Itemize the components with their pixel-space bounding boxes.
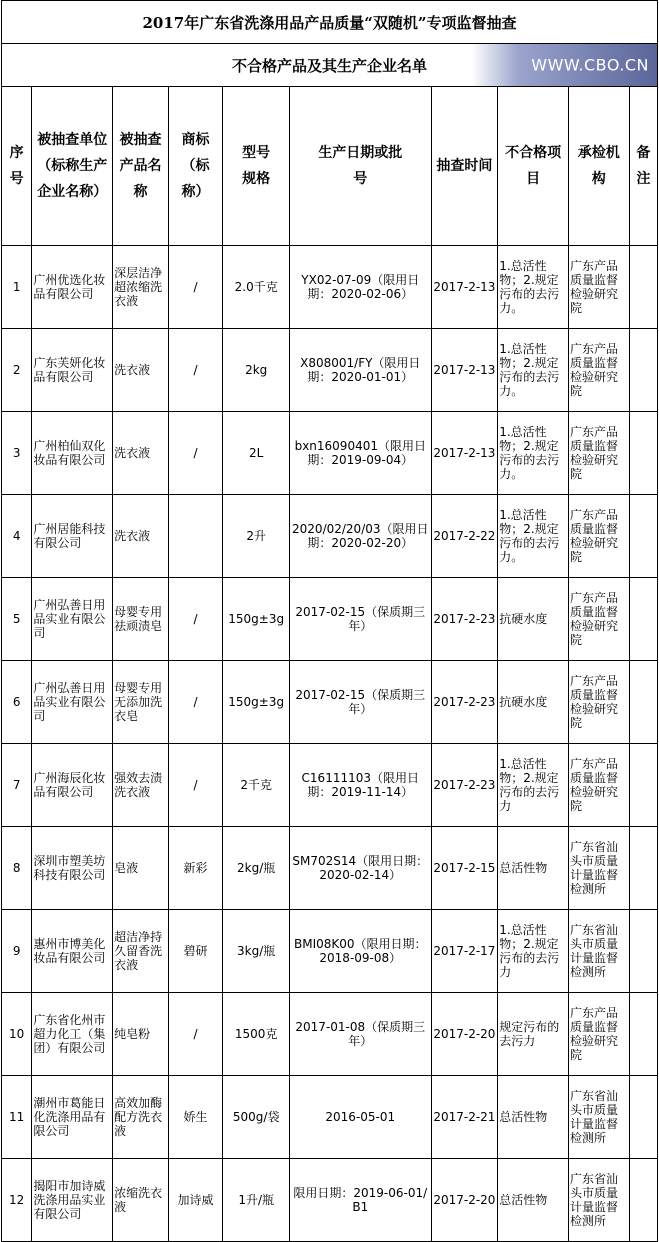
nonconforming-item: 规定污布的去污力 [499,1020,560,1048]
product-name: 浓缩洗衣液 [114,1186,163,1214]
check-date: 2017-2-13 [433,446,496,460]
nonconforming-item-cell [498,329,569,412]
brand-cell [168,578,223,661]
check-date-cell [431,412,498,495]
production-date: 2016-05-01 [325,1110,396,1124]
note-cell [629,412,657,495]
production-date: 2017-02-15（保质期三年） [295,688,426,716]
production-date-cell [290,744,432,827]
product-name-cell [113,744,169,827]
spec: 150g±3g [228,695,285,709]
testing-organization: 广东产品质量监督检验研究院 [569,259,618,315]
company-name-cell [32,412,113,495]
product-name-cell [113,1159,169,1242]
row-number-cell [2,495,32,578]
header-check-time: 抽查时间 [431,87,498,246]
check-date-cell [431,1159,498,1242]
check-date: 2017-2-17 [433,944,496,958]
spec-cell [223,1159,290,1242]
testing-organization-cell [568,1076,629,1159]
brand: / [193,363,198,377]
brand-cell [168,993,223,1076]
spec: 3kg/瓶 [237,944,276,958]
note-cell [629,827,657,910]
spec-cell [223,329,290,412]
nonconforming-item-cell [498,827,569,910]
product-name-cell [113,1076,169,1159]
company-name-cell [32,827,113,910]
check-date: 2017-2-15 [433,861,496,875]
company-name: 深圳市塑美坊科技有限公司 [33,854,106,882]
brand-cell [168,1076,223,1159]
production-date: 2017-01-08（保质期三年） [295,1020,426,1048]
check-date-cell [431,578,498,661]
header-org: 承检机构 [568,87,629,246]
testing-organization-cell [568,993,629,1076]
note-cell [629,993,657,1076]
table-row [2,661,658,744]
brand-cell [168,329,223,412]
testing-organization: 广东产品质量监督检验研究院 [569,1006,618,1062]
company-name-cell [32,246,113,329]
check-date: 2017-2-21 [433,1110,496,1124]
production-date: 限用日期：2019-06-01/B1 [293,1186,428,1214]
table-row [2,993,658,1076]
row-number-cell [2,1076,32,1159]
production-date: X808001/FY（限用日期：2020-01-01） [300,356,421,384]
company-name: 广州柏仙双化妆品有限公司 [33,439,106,467]
testing-organization-cell [568,412,629,495]
check-date: 2017-2-23 [433,778,496,792]
row-number-cell [2,993,32,1076]
production-date: YX02-07-09（限用日期：2020-02-06） [301,273,420,301]
check-date-cell [431,246,498,329]
table-row [2,1076,658,1159]
row-number-cell [2,578,32,661]
header-spec: 型号规格 [223,87,290,246]
production-date-cell [290,910,432,993]
check-date: 2017-2-22 [433,529,496,543]
testing-organization: 广东产品质量监督检验研究院 [569,674,618,730]
testing-organization-cell [568,1159,629,1242]
spec-cell [223,993,290,1076]
spec: 1500克 [234,1027,278,1041]
nonconforming-item-cell [498,495,569,578]
row-number-cell [2,1159,32,1242]
nonconforming-item: 总活性物 [499,861,548,875]
check-date-cell [431,993,498,1076]
note-cell [629,661,657,744]
product-name: 超洁净持久留香洗衣液 [114,930,163,972]
spec: 2升 [246,529,266,543]
brand-cell [168,1159,223,1242]
product-name: 纯皂粉 [114,1027,151,1041]
nonconforming-item: 1.总活性物；2.规定污布的去污力。 [499,342,560,398]
row-number: 10 [9,1027,25,1041]
row-number: 12 [9,1193,25,1207]
nonconforming-item-cell [498,1159,569,1242]
nonconforming-item-cell [498,246,569,329]
row-number: 6 [12,695,21,709]
production-date: SM702S14（限用日期：2020-02-14） [292,854,429,882]
spec-cell [223,412,290,495]
product-name: 母婴专用无添加洗衣皂 [114,681,163,723]
brand: / [193,446,198,460]
production-date-cell [290,1159,432,1242]
company-name: 揭阳市加诗威洗涤用品实业有限公司 [33,1179,106,1221]
nonconforming-item-cell [498,412,569,495]
company-name-cell [32,329,113,412]
testing-organization-cell [568,827,629,910]
nonconforming-item: 1.总活性物；2.规定污布的去污力。 [499,425,560,481]
note-cell [629,744,657,827]
row-number: 7 [12,778,21,792]
company-name: 广州优选化妆品有限公司 [33,273,106,301]
row-number: 8 [12,861,21,875]
production-date-cell [290,993,432,1076]
table-row [2,329,658,412]
nonconforming-item-cell [498,661,569,744]
product-name: 皂液 [114,861,139,875]
company-name: 广东芙妍化妆品有限公司 [33,356,106,384]
note-cell [629,1076,657,1159]
check-date-cell [431,827,498,910]
product-name-cell [113,412,169,495]
testing-organization: 广东产品质量监督检验研究院 [569,757,618,813]
row-number: 11 [9,1110,25,1124]
table-row [2,412,658,495]
spec: 150g±3g [228,612,285,626]
header-item: 不合格项目 [498,87,569,246]
header-row [2,87,658,246]
testing-organization: 广东产品质量监督检验研究院 [569,508,618,564]
product-name-cell [113,993,169,1076]
note-cell [629,329,657,412]
table-row [2,246,658,329]
check-date-cell [431,495,498,578]
company-name: 潮州市葛能日化洗涤用品有限公司 [33,1096,106,1138]
check-date-cell [431,1076,498,1159]
production-date-cell [290,412,432,495]
spec-cell [223,744,290,827]
subtitle-text: 不合格产品及其生产企业名单 [231,56,427,75]
company-name: 广州海辰化妆品有限公司 [33,771,106,799]
testing-organization: 广东产品质量监督检验研究院 [569,591,618,647]
production-date-cell [290,578,432,661]
table-row [2,827,658,910]
spec-cell [223,246,290,329]
testing-organization-cell [568,329,629,412]
company-name-cell [32,1159,113,1242]
product-name: 母婴专用祛顽渍皂 [114,605,163,633]
brand-cell [168,495,223,578]
testing-organization: 广东省汕头市质量计量监督检测所 [569,1089,618,1145]
note-cell [629,578,657,661]
check-date: 2017-2-20 [433,1193,496,1207]
product-name: 洗衣液 [114,446,151,460]
brand-cell [168,661,223,744]
nonconforming-item: 1.总活性物；2.规定污布的去污力 [499,757,560,813]
production-date-cell [290,827,432,910]
check-date-cell [431,910,498,993]
spec: 2.0千克 [234,280,278,294]
product-name-cell [113,827,169,910]
nonconforming-item: 1.总活性物；2.规定污布的去污力。 [499,259,560,315]
row-number: 1 [12,280,21,294]
nonconforming-item-cell [498,910,569,993]
testing-organization: 广东省汕头市质量计量监督检测所 [569,923,618,979]
brand-cell [168,246,223,329]
nonconforming-products-table [1,0,658,1242]
note-cell [629,1159,657,1242]
production-date-cell [290,246,432,329]
testing-organization-cell [568,661,629,744]
spec-cell [223,827,290,910]
company-name-cell [32,910,113,993]
spec: 1升/瓶 [238,1193,275,1207]
spec-cell [223,578,290,661]
row-number-cell [2,329,32,412]
nonconforming-item-cell [498,744,569,827]
company-name: 广州居能科技有限公司 [33,522,106,550]
nonconforming-item: 抗硬水度 [499,612,548,626]
testing-organization: 广东产品质量监督检验研究院 [569,425,618,481]
company-name: 广州弘善日用品实业有限公司 [33,681,106,723]
brand: / [193,612,198,626]
company-name-cell [32,661,113,744]
company-name: 惠州市博美化妆品有限公司 [33,937,106,965]
header-brand: 商标（标称） [168,87,223,246]
nonconforming-item-cell [498,578,569,661]
company-name-cell [32,744,113,827]
product-name-cell [113,661,169,744]
testing-organization-cell [568,246,629,329]
table-title: 2017年广东省洗涤用品产品质量“双随机”专项监督抽查 [2,1,658,44]
spec: 2kg/瓶 [237,861,276,875]
check-date: 2017-2-20 [433,1027,496,1041]
check-date: 2017-2-13 [433,363,496,377]
spec-cell [223,1076,290,1159]
company-name-cell [32,993,113,1076]
product-name: 洗衣液 [114,529,151,543]
spec: 500g/袋 [232,1110,280,1124]
check-date-cell [431,744,498,827]
testing-organization: 广东省汕头市质量计量监督检测所 [569,1172,618,1228]
note-cell [629,910,657,993]
check-date-cell [431,661,498,744]
company-name-cell [32,495,113,578]
row-number-cell [2,661,32,744]
brand-cell [168,910,223,993]
check-date: 2017-2-23 [433,612,496,626]
header-product: 被抽查产品名称 [113,87,169,246]
row-number-cell [2,246,32,329]
table-row [2,495,658,578]
production-date-cell [290,1076,432,1159]
table-row [2,578,658,661]
table-row [2,910,658,993]
check-date-cell [431,329,498,412]
spec: 2kg [245,363,268,377]
row-number-cell [2,744,32,827]
testing-organization-cell [568,744,629,827]
row-number-cell [2,412,32,495]
production-date: BMI08K00（限用日期：2018-09-08） [294,937,427,965]
brand-cell [168,827,223,910]
nonconforming-item-cell [498,1076,569,1159]
brand-cell [168,412,223,495]
spec: 2L [249,446,264,460]
product-name: 洗衣液 [114,363,151,377]
testing-organization-cell [568,578,629,661]
product-name-cell [113,495,169,578]
header-note: 备注 [629,87,657,246]
testing-organization-cell [568,910,629,993]
production-date-cell [290,329,432,412]
production-date-cell [290,661,432,744]
spec-cell [223,661,290,744]
header-no: 序号 [2,87,32,246]
production-date: bxn16090401（限用日期：2019-09-04） [294,439,426,467]
nonconforming-item: 总活性物 [499,1110,548,1124]
product-name-cell [113,329,169,412]
product-name-cell [113,578,169,661]
spec: 2千克 [240,778,272,792]
brand: / [193,280,198,294]
table-row [2,744,658,827]
spec-cell [223,910,290,993]
production-date: C16111103（限用日期：2019-11-14） [301,771,420,799]
product-name-cell [113,910,169,993]
production-date: 2017-02-15（保质期三年） [295,605,426,633]
testing-organization: 广东省汕头市质量计量监督检测所 [569,840,618,896]
check-date: 2017-2-13 [433,280,496,294]
watermark-text: WWW.CBO.CN [531,55,649,75]
row-number-cell [2,910,32,993]
brand: / [193,1027,198,1041]
product-name: 深层洁净超浓缩洗衣液 [114,266,163,308]
production-date-cell [290,495,432,578]
brand: / [193,695,198,709]
check-date: 2017-2-23 [433,695,496,709]
brand: 加诗威 [177,1193,214,1207]
brand-cell [168,744,223,827]
product-name: 强效去渍洗衣液 [114,771,163,799]
brand: / [193,778,198,792]
nonconforming-item: 总活性物 [499,1193,548,1207]
spec-cell [223,495,290,578]
company-name-cell [32,1076,113,1159]
brand: 新彩 [183,861,208,875]
header-company: 被抽查单位（标称生产企业名称） [32,87,113,246]
nonconforming-item: 1.总活性物；2.规定污布的去污力 [499,923,560,979]
note-cell [629,495,657,578]
note-cell [629,246,657,329]
production-date: 2020/02/20/03（限用日期：2020-02-20） [292,522,429,550]
nonconforming-item-cell [498,993,569,1076]
row-number: 5 [12,612,21,626]
company-name: 广东省化州市超力化工（集团）有限公司 [33,1013,106,1055]
testing-organization-cell [568,495,629,578]
brand: 碧研 [183,944,208,958]
product-name-cell [113,246,169,329]
table-subtitle [2,44,658,87]
row-number: 9 [12,944,21,958]
company-name: 广州弘善日用品实业有限公司 [33,598,106,640]
row-number-cell [2,827,32,910]
row-number: 4 [12,529,21,543]
nonconforming-item: 1.总活性物；2.规定污布的去污力。 [499,508,560,564]
row-number: 3 [12,446,21,460]
product-name: 高效加酶配方洗衣液 [114,1096,163,1138]
table-row [2,1159,658,1242]
testing-organization: 广东产品质量监督检验研究院 [569,342,618,398]
nonconforming-item: 抗硬水度 [499,695,548,709]
row-number: 2 [12,363,21,377]
header-date: 生产日期或批号 [290,87,432,246]
watermark-logo [472,44,657,86]
brand: 娇生 [183,1110,208,1124]
company-name-cell [32,578,113,661]
